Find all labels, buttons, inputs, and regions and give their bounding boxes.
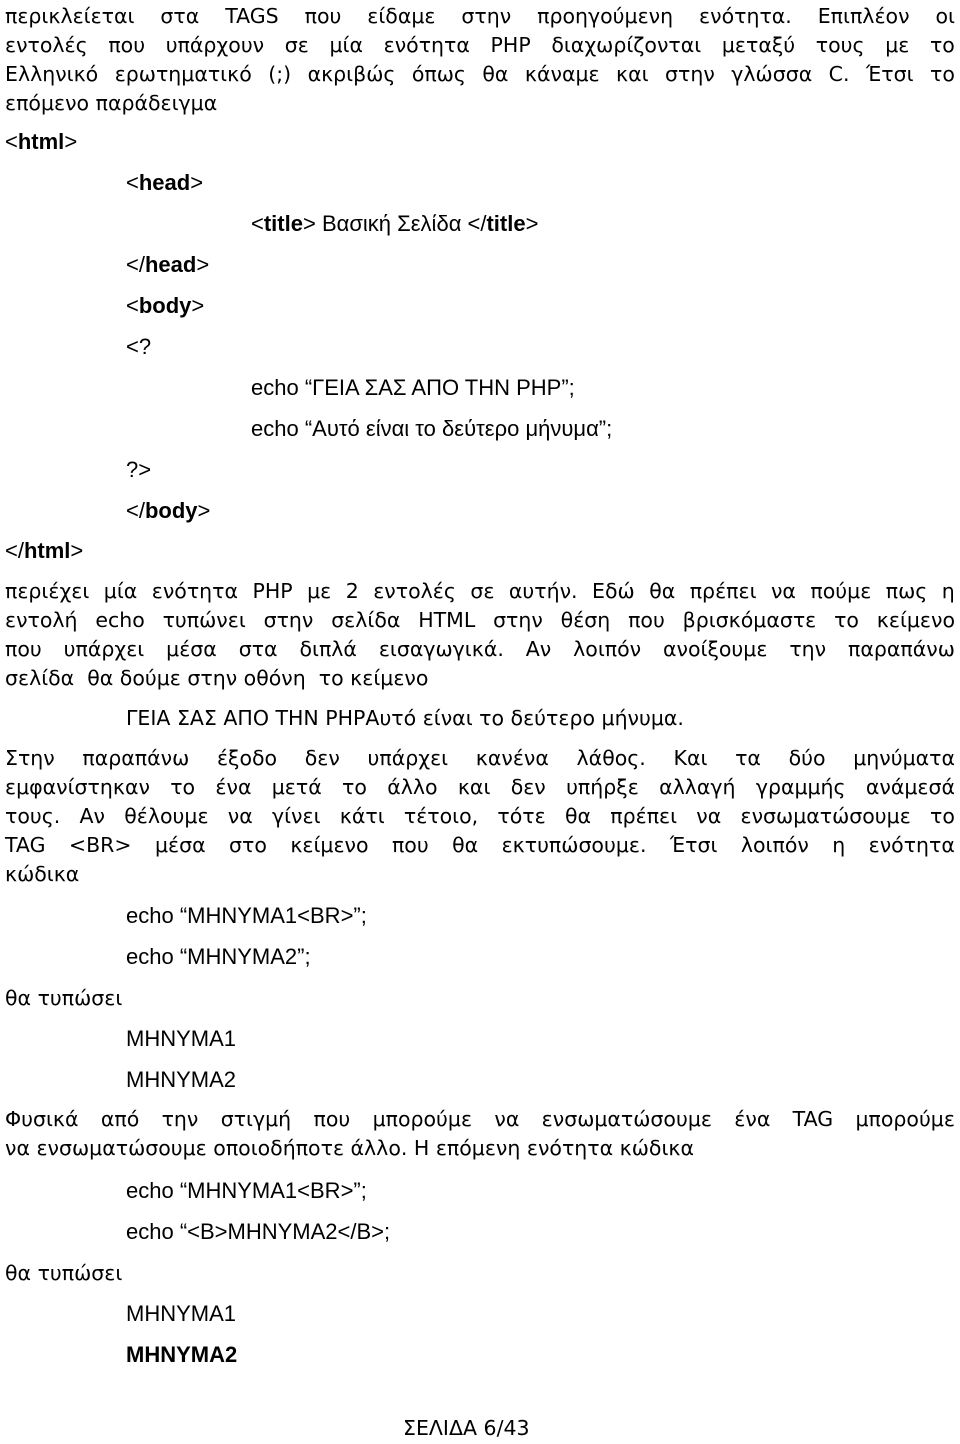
- word: αλλαγή: [659, 775, 736, 799]
- word: ένα: [215, 775, 252, 799]
- word: ενότητα: [868, 833, 955, 857]
- word: PHP: [490, 33, 531, 57]
- word: εμφανίστηκαν: [5, 775, 150, 799]
- prints-label: θα τυπώσει: [5, 986, 123, 1010]
- paragraph-line: [5, 1109, 955, 1130]
- word: περιέχει: [5, 579, 90, 603]
- word: στα: [160, 4, 200, 28]
- word: HTML: [418, 608, 476, 632]
- word: Και: [673, 746, 708, 770]
- word: να: [770, 579, 796, 603]
- paragraph-line: [5, 777, 955, 798]
- word: από: [100, 1107, 140, 1131]
- word: παραπάνω: [848, 637, 955, 661]
- code-line-html-close: </html>: [5, 538, 84, 563]
- word: (;): [268, 62, 292, 86]
- paragraph-line: [5, 639, 955, 660]
- word: δεν: [510, 775, 546, 799]
- word: την: [789, 637, 827, 661]
- paragraph-line: [5, 35, 955, 56]
- word: θα: [649, 579, 676, 603]
- word: σελίδα: [331, 608, 401, 632]
- word: κάτι: [339, 804, 385, 828]
- word: το: [930, 62, 955, 86]
- word: Έτσι: [865, 62, 914, 86]
- word: που: [391, 833, 429, 857]
- word: θέση: [560, 608, 611, 632]
- word: πούμε: [810, 579, 872, 603]
- word: <BR>: [68, 833, 132, 857]
- word: στην: [461, 4, 512, 28]
- word: μπορούμε: [855, 1107, 955, 1131]
- paragraph-line: [5, 610, 955, 631]
- paragraph-line: κώδικα: [5, 862, 80, 886]
- code-line-title: <title> Βασική Σελίδα </title>: [251, 211, 539, 236]
- word: εντολή: [5, 608, 78, 632]
- word: μία: [103, 579, 138, 603]
- word: το: [834, 608, 859, 632]
- word: μετά: [271, 775, 322, 799]
- word: ενσωματώσουμε: [740, 804, 911, 828]
- word: μηνύματα: [853, 746, 955, 770]
- word: τους.: [5, 804, 61, 828]
- word: εντολές: [373, 579, 456, 603]
- paragraph-line: [5, 64, 955, 85]
- word: γλώσσα: [731, 62, 813, 86]
- word: που: [304, 4, 342, 28]
- word: ένα: [734, 1107, 771, 1131]
- paragraph-line: [5, 806, 955, 827]
- word: τους: [815, 33, 865, 57]
- word: λοιπόν: [740, 833, 809, 857]
- word: δεν: [304, 746, 340, 770]
- word: άλλο: [387, 775, 438, 799]
- code-line-echo: echo “ΓΕΙΑ ΣΑΣ ΑΠΟ ΤΗΝ PHP”;: [251, 375, 575, 400]
- word: διαχωρίζονται: [551, 33, 702, 57]
- word: Έτσι: [669, 833, 718, 857]
- word: παραπάνω: [82, 746, 190, 770]
- code-line-echo: echo “Αυτό είναι το δεύτερο μήνυμα”;: [251, 416, 613, 441]
- code-line-body-close: </body>: [126, 498, 211, 523]
- word: μπορούμε: [372, 1107, 473, 1131]
- word: κείμενο: [876, 608, 955, 632]
- paragraph-line: [5, 748, 955, 769]
- word: 2: [345, 579, 359, 603]
- word: η: [941, 579, 955, 603]
- word: το: [930, 804, 955, 828]
- word: στην: [665, 62, 715, 86]
- word: τότε: [497, 804, 546, 828]
- word: Στην: [5, 746, 55, 770]
- code-line-echo: echo “ΜΗΝΥΜΑ1<BR>”;: [126, 1178, 367, 1203]
- word: δύο: [788, 746, 826, 770]
- word: TAG: [5, 833, 46, 857]
- word: μέσα: [166, 637, 217, 661]
- word: που: [313, 1107, 351, 1131]
- word: αυτήν.: [508, 579, 578, 603]
- word: μία: [329, 33, 363, 57]
- word: θέλουμε: [124, 804, 209, 828]
- word: εντολές: [5, 33, 88, 57]
- word: όπως: [411, 62, 466, 86]
- word: κάναμε: [524, 62, 600, 86]
- word: θα: [482, 62, 509, 86]
- word: στιγμή: [220, 1107, 292, 1131]
- word: στην: [263, 608, 314, 632]
- word: echo: [95, 608, 145, 632]
- word: την: [161, 1107, 199, 1131]
- word: πρέπει: [610, 804, 678, 828]
- word: μεταξύ: [721, 33, 796, 57]
- result-line: ΜΗΝΥΜΑ1: [126, 1026, 237, 1051]
- word: που: [108, 33, 146, 57]
- word: με: [307, 579, 332, 603]
- word: ακριβώς: [307, 62, 396, 86]
- word: γραμμής: [755, 775, 846, 799]
- code-line-echo: echo “ΜΗΝΥΜΑ1<BR>”;: [126, 903, 367, 928]
- word: υπάρχει: [63, 637, 145, 661]
- word: τέτοιο,: [403, 804, 479, 828]
- word: να: [696, 804, 722, 828]
- word: διπλά: [299, 637, 357, 661]
- word: έξοδο: [216, 746, 278, 770]
- word: το: [170, 775, 196, 799]
- word: ενότητα: [383, 33, 470, 57]
- word: PHP: [252, 579, 293, 603]
- word: πρέπει: [689, 579, 757, 603]
- word: στα: [238, 637, 278, 661]
- word: γίνει: [271, 804, 321, 828]
- word: Εδώ: [592, 579, 635, 603]
- word: Επιπλέον: [817, 4, 910, 28]
- word: πως: [885, 579, 928, 603]
- word: στην: [493, 608, 543, 632]
- word: TAGS: [225, 4, 279, 28]
- word: υπάρχουν: [165, 33, 265, 57]
- code-line-head-open: <head>: [126, 170, 204, 195]
- word: υπάρχει: [367, 746, 449, 770]
- word: εισαγωγικά.: [378, 637, 504, 661]
- result-line-bold: ΜΗΝΥΜΑ2: [126, 1342, 238, 1367]
- word: τα: [735, 746, 761, 770]
- word: η: [832, 833, 846, 857]
- result-line: ΜΗΝΥΜΑ1: [126, 1301, 237, 1326]
- word: ανάμεσά: [865, 775, 955, 799]
- word: με: [885, 33, 910, 57]
- paragraph-line: [5, 6, 955, 27]
- word: υπήρξε: [566, 775, 639, 799]
- code-line-echo: echo “<B>ΜΗΝΥΜΑ2</B>;: [126, 1219, 391, 1244]
- output-line: ΓΕΙΑ ΣΑΣ ΑΠΟ ΤΗΝ PHPΑυτό είναι το δεύτερο μήνυμα.: [126, 706, 684, 730]
- word: ερωτηματικό: [114, 62, 252, 86]
- word: να: [227, 804, 253, 828]
- code-line-php-open: <?: [126, 334, 152, 359]
- word: εκτυπώσουμε.: [501, 833, 647, 857]
- page-number: ΣΕΛΙΔΑ 6/43: [403, 1416, 530, 1440]
- word: το: [342, 775, 367, 799]
- word: λοιπόν: [573, 637, 642, 661]
- word: Ελληνικό: [5, 62, 99, 86]
- word: ανοίξουμε: [663, 637, 768, 661]
- word: Αν: [79, 804, 106, 828]
- word: σε: [470, 579, 495, 603]
- paragraph-line: [5, 581, 955, 602]
- code-line-php-close: ?>: [126, 457, 152, 482]
- code-line-head-close: </head>: [126, 252, 210, 277]
- word: κείμενο: [290, 833, 369, 857]
- code-line-echo: echo “ΜΗΝΥΜΑ2”;: [126, 944, 311, 969]
- prints-label: θα τυπώσει: [5, 1261, 123, 1285]
- word: βρισκόμαστε: [682, 608, 817, 632]
- result-line: ΜΗΝΥΜΑ2: [126, 1067, 237, 1092]
- word: ενότητα: [151, 579, 239, 603]
- word: σε: [284, 33, 309, 57]
- word: κανένα: [475, 746, 549, 770]
- word: C.: [828, 62, 850, 86]
- word: λάθος.: [576, 746, 646, 770]
- word: το: [929, 33, 955, 57]
- word: είδαμε: [367, 4, 436, 28]
- word: TAG: [792, 1107, 834, 1131]
- word: περικλείεται: [5, 4, 135, 28]
- code-line-body-open: <body>: [126, 293, 205, 318]
- word: μέσα: [154, 833, 206, 857]
- word: που: [628, 608, 665, 632]
- word: ενότητα.: [699, 4, 792, 28]
- word: οι: [935, 4, 955, 28]
- code-line-html-open: <html>: [5, 129, 78, 154]
- word: στο: [229, 833, 267, 857]
- word: και: [457, 775, 491, 799]
- paragraph-line: σελίδα θα δούμε στην οθόνη το κείμενο: [5, 666, 429, 690]
- paragraph-line: επόμενο παράδειγμα: [5, 91, 218, 115]
- paragraph-line: [5, 835, 955, 856]
- word: να: [494, 1107, 520, 1131]
- word: θα: [564, 804, 592, 828]
- word: που: [5, 637, 42, 661]
- word: ενσωματώσουμε: [541, 1107, 712, 1131]
- word: θα: [452, 833, 479, 857]
- paragraph-line: να ενσωματώσουμε οποιοδήποτε άλλο. Η επόμενη ενότητα κώδικα: [5, 1136, 694, 1160]
- word: και: [616, 62, 649, 86]
- word: Αν: [525, 637, 552, 661]
- word: τυπώνει: [162, 608, 246, 632]
- word: προηγούμενη: [537, 4, 674, 28]
- word: Φυσικά: [5, 1107, 79, 1131]
